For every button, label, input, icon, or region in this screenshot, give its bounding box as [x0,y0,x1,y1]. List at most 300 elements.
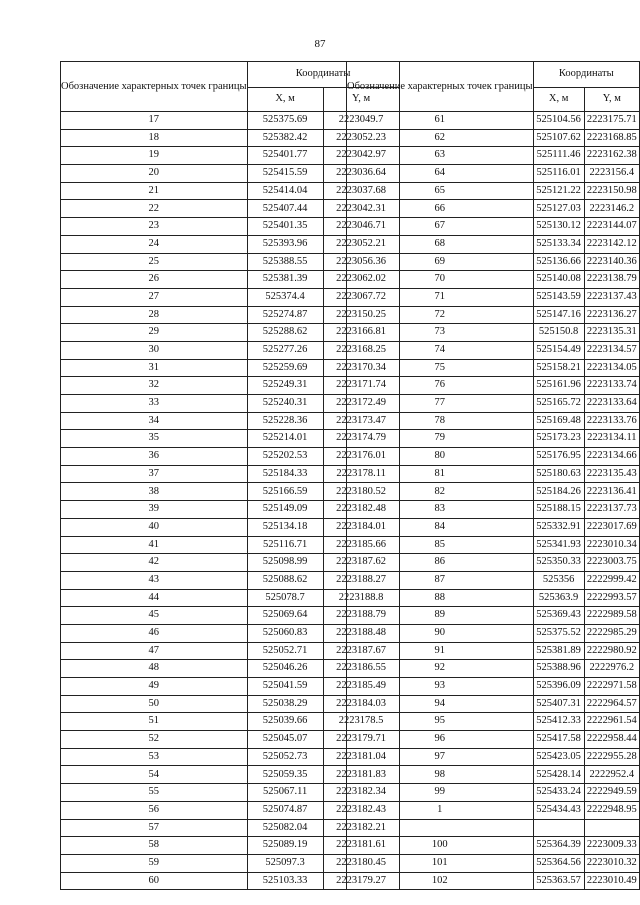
x-coordinate-cell: 525161.96 [533,377,584,395]
y-coordinate-cell: 2222964.57 [584,695,639,713]
x-coordinate-cell: 525060.83 [247,624,323,642]
point-number-cell: 51 [61,713,248,731]
table-row [347,147,640,165]
x-coordinate-cell: 525140.08 [533,271,584,289]
x-coordinate-cell: 525067.11 [247,784,323,802]
y-coordinate-cell: 2223185.49 [323,678,399,696]
x-coordinate-cell: 525045.07 [247,731,323,749]
x-coordinate-cell: 525082.04 [247,819,323,837]
point-number-cell: 57 [61,819,248,837]
point-number-cell: 28 [61,306,248,324]
y-coordinate-cell: 2223172.49 [323,395,399,413]
point-number-cell: 62 [347,129,534,147]
y-coordinate-cell: 2223162.38 [584,147,639,165]
y-coordinate-cell: 2223150.25 [323,306,399,324]
header-coordinates: Координаты [247,62,399,88]
y-coordinate-cell: 2223135.43 [584,465,639,483]
x-coordinate-cell: 525288.62 [247,324,323,342]
point-number-cell: 77 [347,395,534,413]
x-coordinate-cell: 525374.4 [247,288,323,306]
x-coordinate-cell: 525259.69 [247,359,323,377]
header-point-label: Обозначение характерных точек границы [347,62,534,112]
table-row [347,571,640,589]
table-row [347,448,640,466]
point-number-cell: 67 [347,218,534,236]
point-number-cell: 93 [347,678,534,696]
point-number-cell: 56 [61,801,248,819]
y-coordinate-cell: 2223133.76 [584,412,639,430]
point-number-cell: 35 [61,430,248,448]
point-number-cell: 99 [347,784,534,802]
x-coordinate-cell: 525388.96 [533,660,584,678]
table-row [347,359,640,377]
table-row [347,554,640,572]
point-number-cell: 78 [347,412,534,430]
y-coordinate-cell: 2223010.34 [584,536,639,554]
y-coordinate-cell: 2222949.59 [584,784,639,802]
point-number-cell: 66 [347,200,534,218]
x-coordinate-cell: 525116.71 [247,536,323,554]
x-coordinate-cell: 525088.62 [247,571,323,589]
y-coordinate-cell: 2222971.58 [584,678,639,696]
table-row [347,218,640,236]
x-coordinate-cell: 525401.77 [247,147,323,165]
x-coordinate-cell: 525382.42 [247,129,323,147]
x-coordinate-cell: 525149.09 [247,501,323,519]
y-coordinate-cell: 2223170.34 [323,359,399,377]
x-coordinate-cell: 525147.16 [533,306,584,324]
table-row [347,695,640,713]
x-coordinate-cell: 525136.66 [533,253,584,271]
x-coordinate-cell: 525388.55 [247,253,323,271]
point-number-cell: 89 [347,607,534,625]
x-coordinate-cell: 525180.63 [533,465,584,483]
x-coordinate-cell: 525274.87 [247,306,323,324]
point-number-cell: 17 [61,112,248,130]
table-row [347,518,640,536]
point-number-cell: 37 [61,465,248,483]
x-coordinate-cell: 525428.14 [533,766,584,784]
point-number-cell: 88 [347,589,534,607]
page-number: 87 [314,38,326,50]
point-number-cell: 1 [347,801,534,819]
x-coordinate-cell: 525277.26 [247,341,323,359]
point-number-cell: 60 [61,872,248,890]
point-number-cell: 72 [347,306,534,324]
y-coordinate-cell: 2223037.68 [323,182,399,200]
point-number-cell: 48 [61,660,248,678]
point-number-cell: 50 [61,695,248,713]
table-row [347,607,640,625]
y-coordinate-cell: 2222961.54 [584,713,639,731]
table-row [347,624,640,642]
y-coordinate-cell: 2223017.69 [584,518,639,536]
x-coordinate-cell: 525381.39 [247,271,323,289]
point-number-cell: 45 [61,607,248,625]
point-number-cell: 43 [61,571,248,589]
y-coordinate-cell: 2223134.05 [584,359,639,377]
table-row [347,377,640,395]
y-coordinate-cell: 2223144.07 [584,218,639,236]
y-coordinate-cell: 2223136.27 [584,306,639,324]
x-coordinate-cell: 525414.04 [247,182,323,200]
point-number-cell: 38 [61,483,248,501]
x-coordinate-cell: 525041.59 [247,678,323,696]
x-coordinate-cell: 525375.52 [533,624,584,642]
x-coordinate-cell: 525341.93 [533,536,584,554]
point-number-cell: 82 [347,483,534,501]
table-row [347,483,640,501]
point-number-cell: 41 [61,536,248,554]
y-coordinate-cell: 2223178.11 [323,465,399,483]
x-coordinate-cell: 525046.26 [247,660,323,678]
point-number-cell: 27 [61,288,248,306]
x-coordinate-cell: 525069.64 [247,607,323,625]
y-coordinate-cell: 2223003.75 [584,554,639,572]
x-coordinate-cell: 525412.33 [533,713,584,731]
y-coordinate-cell: 2223166.81 [323,324,399,342]
x-coordinate-cell: 525423.05 [533,748,584,766]
point-number-cell: 76 [347,377,534,395]
point-number-cell: 52 [61,731,248,749]
x-coordinate-cell: 525039.66 [247,713,323,731]
y-coordinate-cell: 2223179.71 [323,731,399,749]
point-number-cell: 42 [61,554,248,572]
x-coordinate-cell: 525127.03 [533,200,584,218]
point-number-cell: 69 [347,253,534,271]
table-row [347,430,640,448]
point-number-cell: 70 [347,271,534,289]
point-number-cell: 25 [61,253,248,271]
point-number-cell: 49 [61,678,248,696]
y-coordinate-cell: 2223187.67 [323,642,399,660]
point-number-cell: 21 [61,182,248,200]
y-coordinate-cell: 2223009.33 [584,837,639,855]
y-coordinate-cell: 2223182.34 [323,784,399,802]
table-row [347,165,640,183]
y-coordinate-cell: 2223137.43 [584,288,639,306]
x-coordinate-cell: 525407.31 [533,695,584,713]
y-coordinate-cell: 2223187.62 [323,554,399,572]
point-number-cell: 26 [61,271,248,289]
point-number-cell: 46 [61,624,248,642]
y-coordinate-cell: 2222999.42 [584,571,639,589]
y-coordinate-cell: 2222948.95 [584,801,639,819]
point-number-cell: 20 [61,165,248,183]
y-coordinate-cell: 2223184.01 [323,518,399,536]
x-coordinate-cell: 525173.23 [533,430,584,448]
y-coordinate-cell: 2223185.66 [323,536,399,554]
x-coordinate-cell: 525396.09 [533,678,584,696]
y-coordinate-cell: 2223174.79 [323,430,399,448]
x-coordinate-cell: 525434.43 [533,801,584,819]
point-number-cell: 34 [61,412,248,430]
x-coordinate-cell: 525401.35 [247,218,323,236]
x-coordinate-cell: 525154.49 [533,341,584,359]
y-coordinate-cell: 2223010.49 [584,872,639,890]
x-coordinate-cell: 525433.24 [533,784,584,802]
point-number-cell: 58 [61,837,248,855]
y-coordinate-cell: 2223042.97 [323,147,399,165]
table-row [347,182,640,200]
point-number-cell: 102 [347,872,534,890]
table-row [347,306,640,324]
x-coordinate-cell: 525134.18 [247,518,323,536]
x-coordinate-cell: 525356 [533,571,584,589]
point-number-cell: 61 [347,112,534,130]
x-coordinate-cell: 525052.73 [247,748,323,766]
table-row [347,395,640,413]
x-coordinate-cell: 525078.7 [247,589,323,607]
x-coordinate-cell: 525121.22 [533,182,584,200]
y-coordinate-cell: 2223168.25 [323,341,399,359]
table-row [347,412,640,430]
point-number-cell: 30 [61,341,248,359]
table-row [347,660,640,678]
header-x: X, м [533,87,584,112]
y-coordinate-cell: 2223133.74 [584,377,639,395]
point-number-cell: 101 [347,854,534,872]
x-coordinate-cell: 525104.56 [533,112,584,130]
y-coordinate-cell: 2223182.21 [323,819,399,837]
point-number-cell: 73 [347,324,534,342]
y-coordinate-cell: 2223046.71 [323,218,399,236]
header-coordinates: Координаты [533,62,639,88]
point-number-cell: 47 [61,642,248,660]
point-number-cell: 39 [61,501,248,519]
x-coordinate-cell: 525097.3 [247,854,323,872]
point-number-cell: 40 [61,518,248,536]
y-coordinate-cell: 2223150.98 [584,182,639,200]
point-number-cell: 68 [347,235,534,253]
point-number-cell: 90 [347,624,534,642]
table-row [347,341,640,359]
point-number-cell: 23 [61,218,248,236]
point-number-cell: 92 [347,660,534,678]
y-coordinate-cell: 2223179.27 [323,872,399,890]
point-number-cell: 31 [61,359,248,377]
y-coordinate-cell: 2223168.85 [584,129,639,147]
table-row [347,271,640,289]
x-coordinate-cell: 525184.26 [533,483,584,501]
table-row [347,129,640,147]
x-coordinate-cell: 525415.59 [247,165,323,183]
header-y: Y, м [584,87,639,112]
y-coordinate-cell: 2223181.04 [323,748,399,766]
table-row [347,112,640,130]
y-coordinate-cell: 2223171.74 [323,377,399,395]
point-number-cell: 64 [347,165,534,183]
x-coordinate-cell: 525059.35 [247,766,323,784]
y-coordinate-cell: 2223133.64 [584,395,639,413]
point-number-cell: 80 [347,448,534,466]
x-coordinate-cell: 525363.9 [533,589,584,607]
y-coordinate-cell: 2223146.2 [584,200,639,218]
point-number-cell: 19 [61,147,248,165]
header-point-label: Обозначение характерных точек границы [61,62,248,112]
table-row [347,766,640,784]
x-coordinate-cell: 525363.57 [533,872,584,890]
x-coordinate-cell: 525074.87 [247,801,323,819]
y-coordinate-cell: 2223173.47 [323,412,399,430]
y-coordinate-cell: 2223181.83 [323,766,399,784]
point-number-cell: 85 [347,536,534,554]
y-coordinate-cell: 2223142.12 [584,235,639,253]
y-coordinate-cell: 2222993.57 [584,589,639,607]
y-coordinate-cell: 2222985.29 [584,624,639,642]
y-coordinate-cell: 2223178.5 [323,713,399,731]
x-coordinate-cell: 525133.34 [533,235,584,253]
table-row [347,465,640,483]
table-row [347,837,640,855]
x-coordinate-cell: 525407.44 [247,200,323,218]
x-coordinate-cell: 525202.53 [247,448,323,466]
table-body-right [347,112,640,890]
y-coordinate-cell: 2223181.61 [323,837,399,855]
table-row [347,253,640,271]
x-coordinate-cell: 525169.48 [533,412,584,430]
point-number-cell: 83 [347,501,534,519]
x-coordinate-cell: 525098.99 [247,554,323,572]
x-coordinate-cell [533,819,584,837]
x-coordinate-cell: 525240.31 [247,395,323,413]
table-row [347,324,640,342]
x-coordinate-cell: 525249.31 [247,377,323,395]
y-coordinate-cell: 2222989.58 [584,607,639,625]
table-row [347,713,640,731]
x-coordinate-cell: 525393.96 [247,235,323,253]
y-coordinate-cell: 2223182.43 [323,801,399,819]
table-row [347,288,640,306]
y-coordinate-cell: 2223052.23 [323,129,399,147]
x-coordinate-cell: 525103.33 [247,872,323,890]
y-coordinate-cell: 2223135.31 [584,324,639,342]
point-number-cell: 94 [347,695,534,713]
coordinates-table-right [346,61,640,890]
y-coordinate-cell: 2222955.28 [584,748,639,766]
y-coordinate-cell: 2223036.64 [323,165,399,183]
y-coordinate-cell: 2223136.41 [584,483,639,501]
x-coordinate-cell: 525038.29 [247,695,323,713]
table-row [347,801,640,819]
table-row [347,784,640,802]
point-number-cell: 33 [61,395,248,413]
x-coordinate-cell: 525364.39 [533,837,584,855]
y-coordinate-cell: 2223180.52 [323,483,399,501]
x-coordinate-cell: 525364.56 [533,854,584,872]
table-row [347,642,640,660]
point-number-cell: 86 [347,554,534,572]
x-coordinate-cell: 525089.19 [247,837,323,855]
y-coordinate-cell: 2223188.8 [323,589,399,607]
x-coordinate-cell: 525188.15 [533,501,584,519]
point-number-cell: 97 [347,748,534,766]
table-row [347,872,640,890]
x-coordinate-cell: 525158.21 [533,359,584,377]
table-row [347,731,640,749]
point-number-cell: 84 [347,518,534,536]
table-row [347,501,640,519]
x-coordinate-cell: 525228.36 [247,412,323,430]
y-coordinate-cell: 2223180.45 [323,854,399,872]
y-coordinate-cell: 2222980.92 [584,642,639,660]
x-coordinate-cell: 525052.71 [247,642,323,660]
point-number-cell: 65 [347,182,534,200]
table-row [347,536,640,554]
point-number-cell: 87 [347,571,534,589]
table-row [347,748,640,766]
y-coordinate-cell: 2223134.57 [584,341,639,359]
x-coordinate-cell: 525165.72 [533,395,584,413]
header-y: Y, м [323,87,399,112]
y-coordinate-cell: 2223062.02 [323,271,399,289]
table-row [347,819,640,837]
point-number-cell: 44 [61,589,248,607]
point-number-cell: 63 [347,147,534,165]
y-coordinate-cell: 2223010.32 [584,854,639,872]
point-number-cell: 79 [347,430,534,448]
point-number-cell: 24 [61,235,248,253]
y-coordinate-cell: 2223067.72 [323,288,399,306]
point-number-cell: 18 [61,129,248,147]
y-coordinate-cell: 2223134.66 [584,448,639,466]
y-coordinate-cell: 2223188.48 [323,624,399,642]
y-coordinate-cell: 2223137.73 [584,501,639,519]
x-coordinate-cell: 525350.33 [533,554,584,572]
x-coordinate-cell: 525166.59 [247,483,323,501]
point-number-cell: 96 [347,731,534,749]
y-coordinate-cell: 2223175.71 [584,112,639,130]
x-coordinate-cell: 525375.69 [247,112,323,130]
point-number-cell: 29 [61,324,248,342]
x-coordinate-cell: 525381.89 [533,642,584,660]
point-number-cell: 54 [61,766,248,784]
x-coordinate-cell: 525143.59 [533,288,584,306]
x-coordinate-cell: 525214.01 [247,430,323,448]
x-coordinate-cell: 525176.95 [533,448,584,466]
point-number-cell: 55 [61,784,248,802]
point-number-cell: 53 [61,748,248,766]
y-coordinate-cell: 2223182.48 [323,501,399,519]
y-coordinate-cell: 2223156.4 [584,165,639,183]
y-coordinate-cell: 2223186.55 [323,660,399,678]
x-coordinate-cell: 525332.91 [533,518,584,536]
x-coordinate-cell: 525184.33 [247,465,323,483]
point-number-cell [347,819,534,837]
point-number-cell: 59 [61,854,248,872]
y-coordinate-cell: 2223056.36 [323,253,399,271]
y-coordinate-cell: 2222976.2 [584,660,639,678]
y-coordinate-cell: 2222952.4 [584,766,639,784]
y-coordinate-cell: 2223052.21 [323,235,399,253]
y-coordinate-cell: 2223049.7 [323,112,399,130]
point-number-cell: 74 [347,341,534,359]
y-coordinate-cell: 2223188.79 [323,607,399,625]
point-number-cell: 36 [61,448,248,466]
point-number-cell: 22 [61,200,248,218]
x-coordinate-cell: 525116.01 [533,165,584,183]
point-number-cell: 98 [347,766,534,784]
table-row [347,589,640,607]
x-coordinate-cell: 525111.46 [533,147,584,165]
y-coordinate-cell: 2223140.36 [584,253,639,271]
table-row [347,678,640,696]
y-coordinate-cell: 2223176.01 [323,448,399,466]
x-coordinate-cell: 525417.58 [533,731,584,749]
point-number-cell: 81 [347,465,534,483]
point-number-cell: 95 [347,713,534,731]
header-x: X, м [247,87,323,112]
